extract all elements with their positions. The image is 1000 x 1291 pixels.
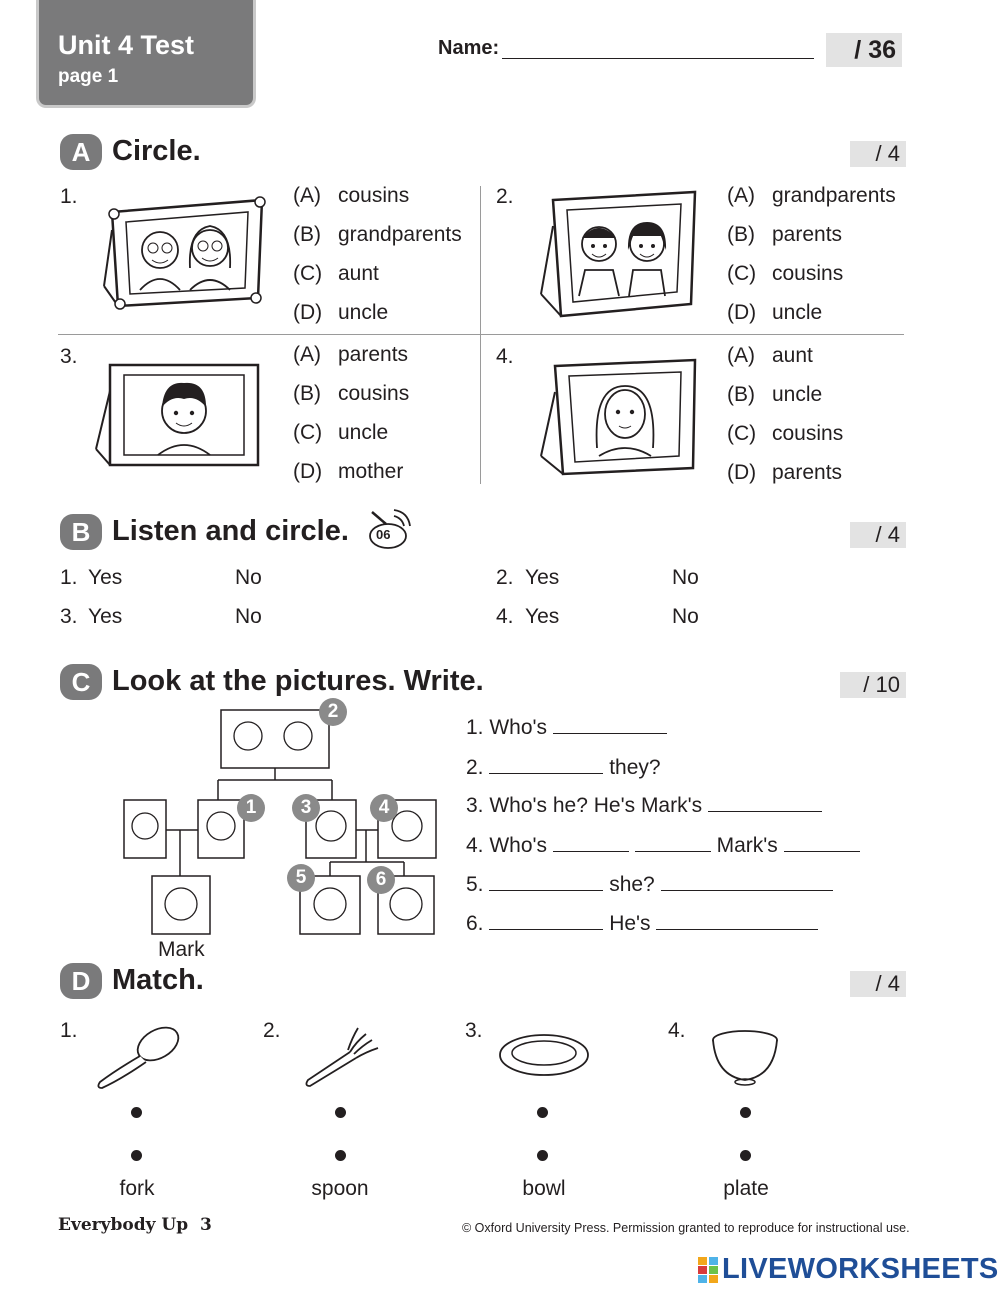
option-item[interactable]: (B) grandparents bbox=[293, 223, 462, 246]
yes-option[interactable]: Yes bbox=[88, 605, 123, 628]
answer-blank[interactable] bbox=[661, 873, 833, 891]
option-item[interactable]: (A) parents bbox=[293, 343, 409, 366]
tree-marker-1: 1 bbox=[237, 794, 265, 822]
match-word-fork: fork bbox=[119, 1177, 155, 1200]
option-item[interactable]: (B) cousins bbox=[293, 382, 410, 405]
yes-option[interactable]: Yes bbox=[525, 605, 560, 628]
write-question-6: 6. He's bbox=[466, 912, 818, 936]
spoon-picture bbox=[92, 1022, 188, 1092]
match-dot-bottom[interactable] bbox=[335, 1150, 346, 1161]
section-b-score: / 4 bbox=[850, 522, 906, 548]
no-option[interactable]: No bbox=[672, 605, 699, 628]
option-item[interactable]: (D) uncle bbox=[293, 301, 389, 324]
option-item[interactable]: (D) mother bbox=[293, 460, 404, 483]
answer-blank[interactable] bbox=[489, 873, 603, 891]
option-item[interactable]: (C) cousins bbox=[727, 422, 844, 445]
answer-blank[interactable] bbox=[489, 756, 603, 774]
write-question-2: 2. they? bbox=[466, 756, 661, 779]
no-option[interactable]: No bbox=[672, 566, 699, 589]
page-label: page 1 bbox=[58, 66, 119, 87]
no-option[interactable]: No bbox=[235, 566, 262, 589]
write-question-5: 5. she? bbox=[466, 873, 833, 897]
liveworksheets-logo-icon bbox=[698, 1257, 718, 1283]
match-dot-top[interactable] bbox=[335, 1107, 346, 1118]
name-input[interactable] bbox=[502, 58, 814, 59]
answer-blank[interactable] bbox=[708, 794, 822, 812]
no-option[interactable]: No bbox=[235, 605, 262, 628]
match-number: 4. bbox=[668, 1019, 686, 1042]
match-number: 1. bbox=[60, 1019, 78, 1042]
section-c-title: Look at the pictures. Write. bbox=[112, 665, 484, 697]
section-d-title: Match. bbox=[112, 964, 204, 996]
grid-divider-vertical bbox=[480, 186, 481, 484]
question-number: 4. bbox=[496, 345, 514, 368]
yes-option[interactable]: Yes bbox=[525, 566, 560, 589]
footer-copyright: © Oxford University Press. Permission granted to reproduce for instructional use. bbox=[462, 1221, 910, 1235]
tree-marker-5: 5 bbox=[287, 864, 315, 892]
question-number: 1. bbox=[60, 185, 78, 208]
option-item[interactable]: (C) uncle bbox=[293, 421, 389, 444]
option-item[interactable]: (D) parents bbox=[727, 461, 843, 484]
audio-track-number: 06 bbox=[376, 527, 391, 542]
match-dot-top[interactable] bbox=[131, 1107, 142, 1118]
footer-brand: Everybody Up 3 bbox=[58, 1215, 212, 1235]
answer-blank[interactable] bbox=[656, 912, 818, 930]
grid-divider-horizontal bbox=[58, 334, 904, 335]
match-word-plate: plate bbox=[723, 1177, 769, 1200]
match-dot-top[interactable] bbox=[740, 1107, 751, 1118]
match-dot-top[interactable] bbox=[537, 1107, 548, 1118]
answer-blank[interactable] bbox=[553, 834, 629, 852]
listen-item-number: 1. bbox=[60, 566, 78, 589]
question-number: 3. bbox=[60, 345, 78, 368]
answer-blank[interactable] bbox=[784, 834, 860, 852]
unit-title: Unit 4 Test bbox=[58, 30, 195, 60]
write-question-4: 4. Who's Mark's bbox=[466, 834, 860, 858]
answer-blank[interactable] bbox=[553, 716, 667, 734]
write-question-3: 3. Who's he? He's Mark's bbox=[466, 794, 822, 818]
name-label: Name: bbox=[438, 37, 500, 59]
aunt-picture bbox=[535, 352, 703, 480]
family-tree bbox=[120, 700, 440, 940]
tree-marker-2: 2 bbox=[319, 698, 347, 726]
listen-item-number: 4. bbox=[496, 605, 514, 628]
section-c-badge: C bbox=[60, 664, 102, 700]
total-score: / 36 bbox=[826, 33, 902, 67]
answer-blank[interactable] bbox=[635, 834, 711, 852]
section-b-badge: B bbox=[60, 514, 102, 550]
match-dot-bottom[interactable] bbox=[131, 1150, 142, 1161]
answer-blank[interactable] bbox=[489, 912, 603, 930]
option-item[interactable]: (A) aunt bbox=[727, 344, 813, 367]
question-number: 2. bbox=[496, 185, 514, 208]
option-item[interactable]: (C) cousins bbox=[727, 262, 844, 285]
section-b-title: Listen and circle. bbox=[112, 515, 349, 547]
cousins-picture bbox=[535, 186, 703, 320]
match-dot-bottom[interactable] bbox=[740, 1150, 751, 1161]
option-item[interactable]: (B) parents bbox=[727, 223, 843, 246]
uncle-picture bbox=[92, 355, 268, 473]
match-word-bowl: bowl bbox=[522, 1177, 566, 1200]
section-d-badge: D bbox=[60, 963, 102, 999]
option-item[interactable]: (C) aunt bbox=[293, 262, 379, 285]
section-d-score: / 4 bbox=[850, 971, 906, 997]
liveworksheets-watermark: LIVEWORKSHEETS bbox=[722, 1253, 999, 1285]
section-a-title: Circle. bbox=[112, 135, 201, 167]
section-a-badge: A bbox=[60, 134, 102, 170]
bowl-picture bbox=[708, 1026, 782, 1088]
option-item[interactable]: (D) uncle bbox=[727, 301, 823, 324]
tree-marker-4: 4 bbox=[370, 794, 398, 822]
grandparents-picture bbox=[98, 190, 274, 315]
option-item[interactable]: (A) cousins bbox=[293, 184, 410, 207]
yes-option[interactable]: Yes bbox=[88, 566, 123, 589]
tree-label-mark: Mark bbox=[158, 938, 205, 961]
match-number: 3. bbox=[465, 1019, 483, 1042]
match-word-spoon: spoon bbox=[311, 1177, 369, 1200]
option-item[interactable]: (A) grandparents bbox=[727, 184, 896, 207]
tree-marker-3: 3 bbox=[292, 794, 320, 822]
fork-picture bbox=[300, 1022, 386, 1092]
match-dot-bottom[interactable] bbox=[537, 1150, 548, 1161]
listen-item-number: 2. bbox=[496, 566, 514, 589]
listen-item-number: 3. bbox=[60, 605, 78, 628]
match-number: 2. bbox=[263, 1019, 281, 1042]
plate-picture bbox=[496, 1030, 592, 1080]
tree-marker-6: 6 bbox=[367, 866, 395, 894]
write-question-1: 1. Who's bbox=[466, 716, 667, 740]
option-item[interactable]: (B) uncle bbox=[727, 383, 823, 406]
section-c-score: / 10 bbox=[840, 672, 906, 698]
section-a-score: / 4 bbox=[850, 141, 906, 167]
